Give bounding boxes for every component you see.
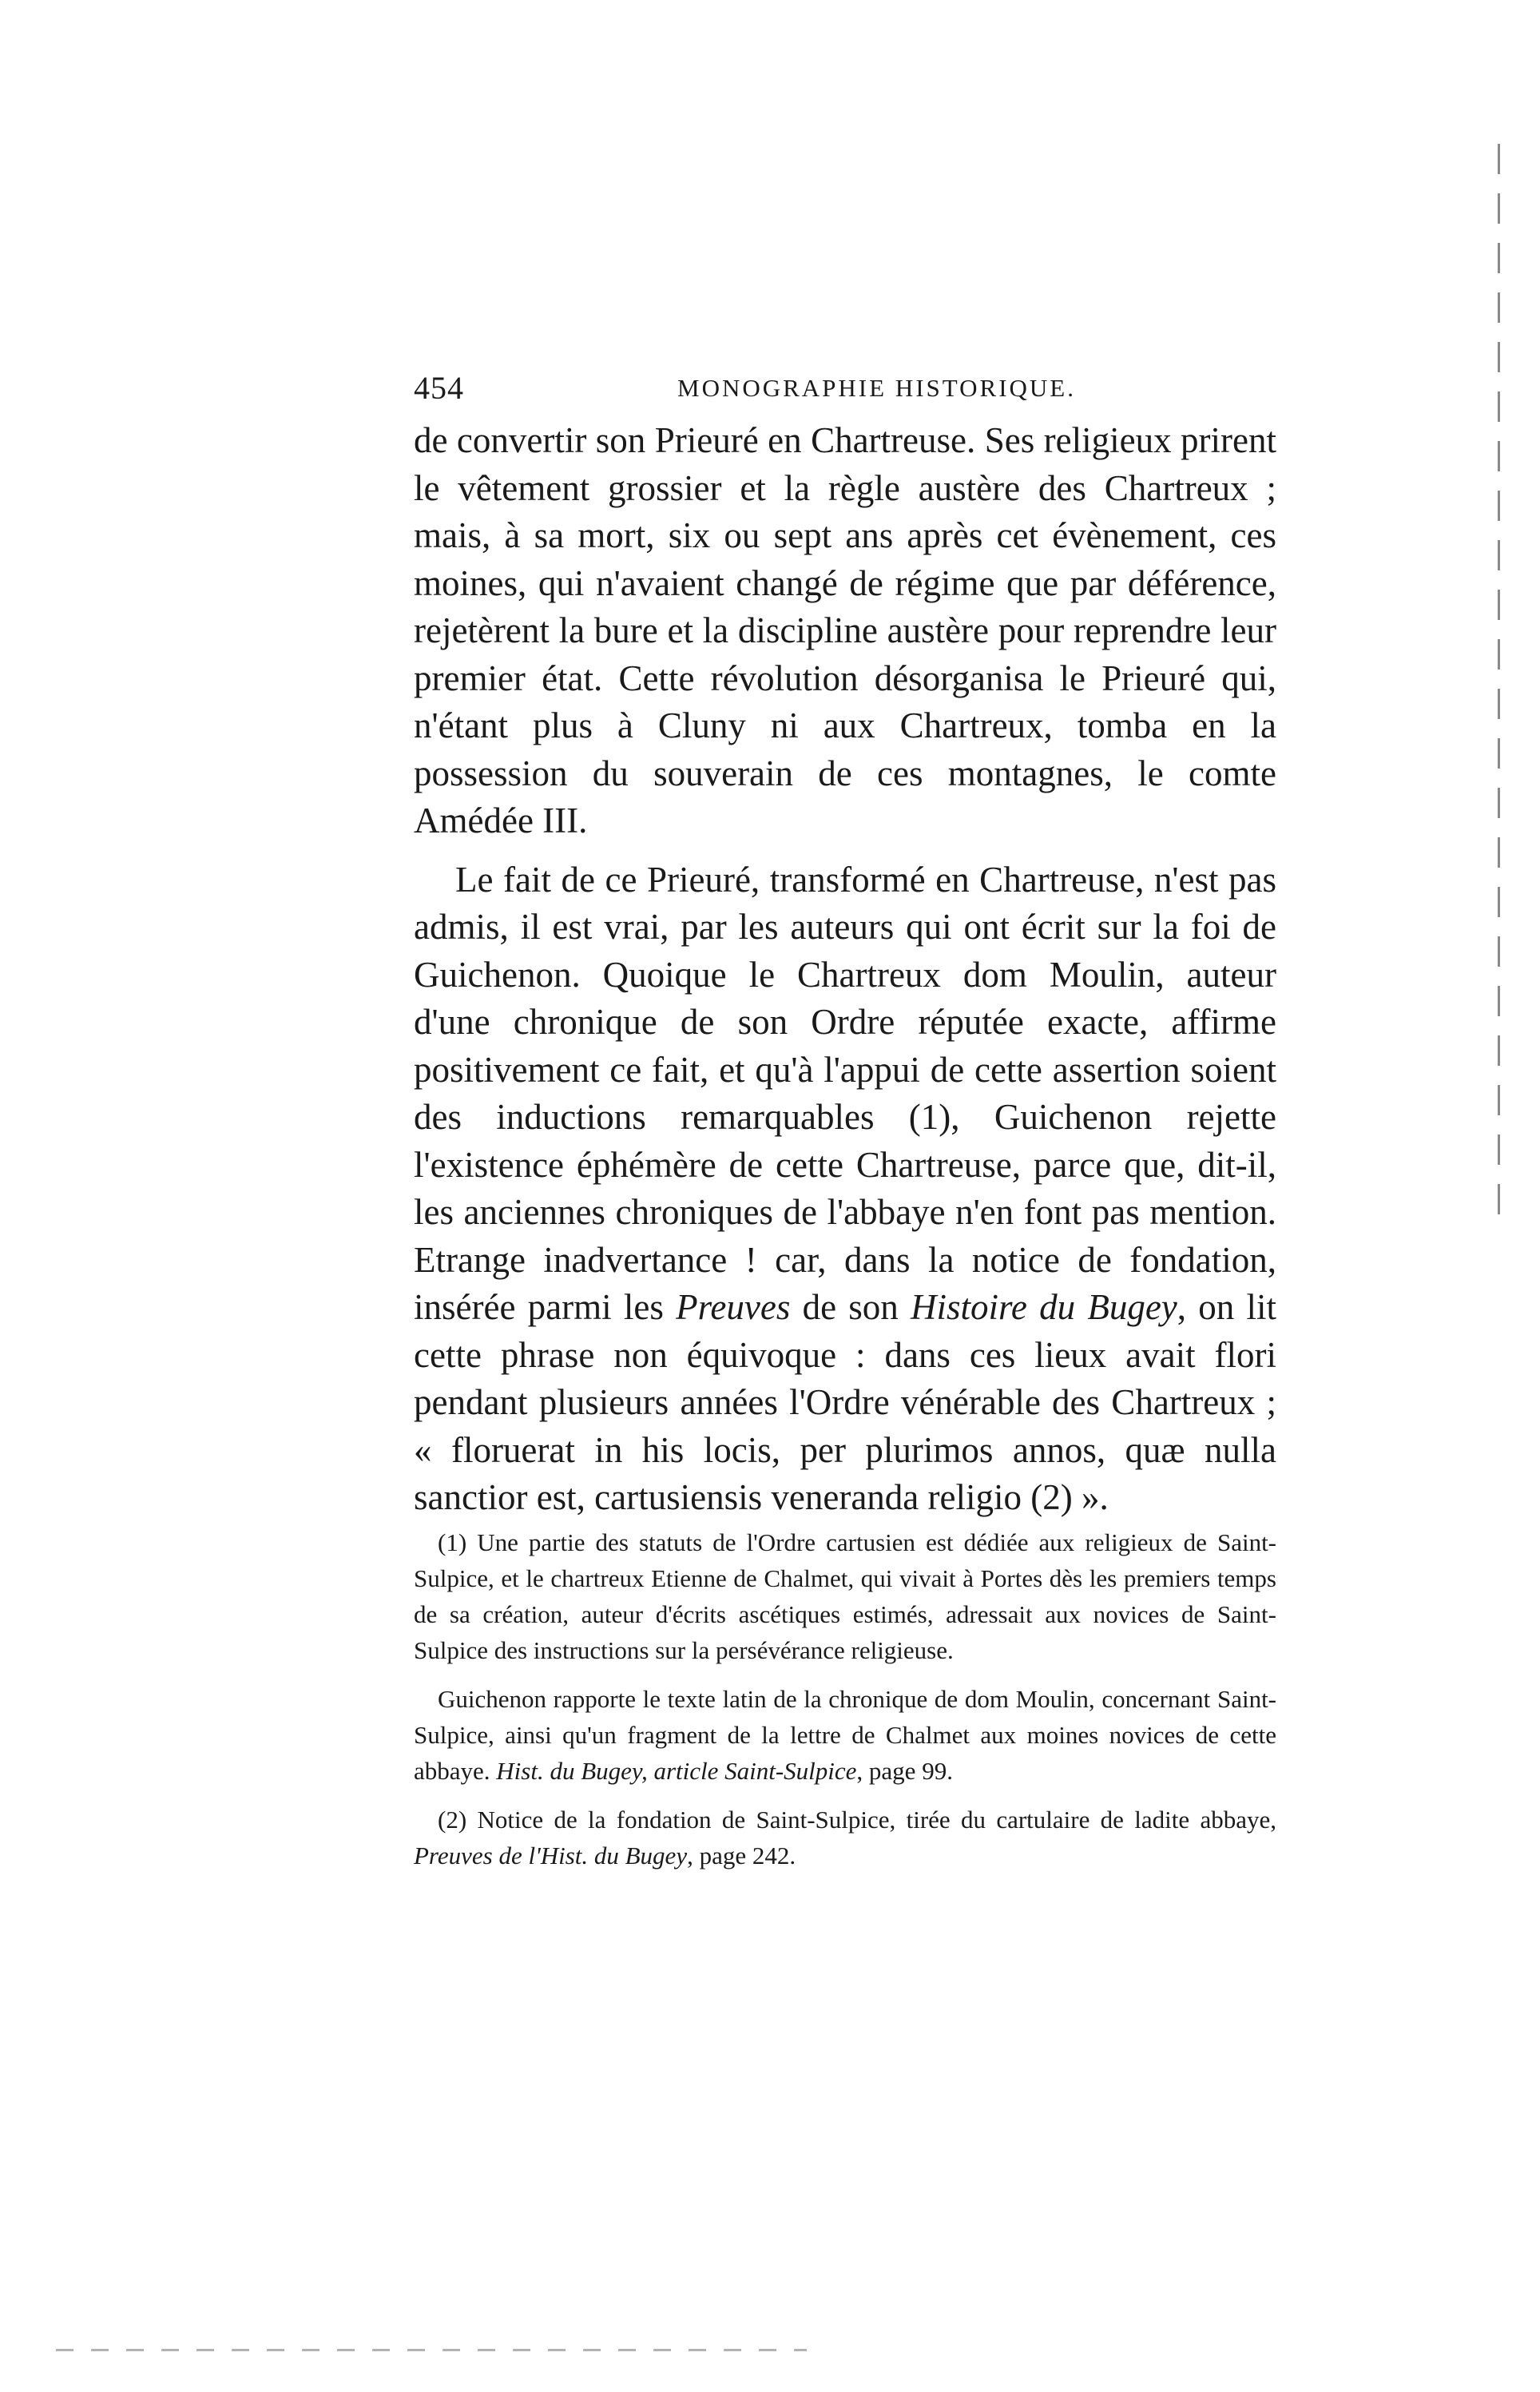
scan-edge-rule [1498,144,1500,1214]
paragraph-2-italic-histoire: Histoire du Bugey [911,1287,1177,1327]
paragraph-2-text-b: de son [790,1287,911,1327]
footnote-1c-text-b: , page 99. [856,1757,953,1785]
footnote-1c-italic-ref: Hist. du Bugey, article Saint-Sulpice [496,1757,857,1785]
running-head [414,369,1276,417]
footnote-2 [414,1802,1276,1873]
running-title: MONOGRAPHIE HISTORIQUE. [677,374,1076,402]
paragraph-2 [414,856,1276,1522]
footnote-2-text-a: (2) Notice de la fondation de Saint-Sulpice, tirée du cartulaire de ladite abbaye, [438,1806,1276,1834]
paragraph-2-italic-preuves: Preuves [676,1287,791,1327]
footnote-2-italic-ref: Preuves de l'Hist. du Bugey [414,1842,688,1869]
paragraph-2-text-c: , on lit cette phrase non équivoque : dans ces lieux avait flori pendant plusieurs années l'Ordre vénérable des Chartreux ; « floruerat in his locis, per plurimos annos, quæ nulla sanctior est, cartusiensis veneranda religio (2) ». [414,1287,1276,1517]
footnote-2-text-b: , page 242. [687,1842,796,1869]
footnote-1 [414,1524,1276,1668]
body-text [414,417,1276,1522]
paragraph-1 [414,417,1276,845]
paragraph-2-text-a: Le fait de ce Prieuré, transformé en Chartreuse, n'est pas admis, il est vrai, par les auteurs qui ont écrit sur la foi de Guichenon. Quoique le Chartreux dom Moulin, auteur d'une chronique de son Ordre réputée exacte, affirme positivement ce fait, et qu'à l'appui de cette assertion soient des inductions remarquables (1), Guichenon rejette l'existence éphémère de cette Chartreuse, parce que, dit-il, les anciennes chroniques de l'abbaye n'en font pas mention. Etrange inadvertance ! car, dans la notice de fondation, insérée parmi les [414,859,1276,1327]
footnote-1-continued [414,1681,1276,1789]
footnotes [414,1524,1276,1873]
footnote-1-text: (1) Une partie des statuts de l'Ordre cartusien est dédiée aux religieux de Saint-Sulpice, et le chartreux Etienne de Chalmet, qui vivait à Portes dès les premiers temps de sa création, auteur d'écrits ascétiques estimés, adressait aux novices de Saint-Sulpice des instructions sur la persévérance religieuse. [414,1528,1276,1664]
page-number: 454 [414,370,464,406]
scan-bottom-dashes [56,2349,807,2351]
footnote-1c-text-a: Guichenon rapporte le texte latin de la chronique de dom Moulin, concernant Saint-Sulpice, ainsi qu'un fragment de la lettre de Chalmet aux moines novices de cette abbaye. [414,1685,1276,1785]
paragraph-1-text: de convertir son Prieuré en Chartreuse. Ses religieux prirent le vêtement grossier et la règle austère des Chartreux ; mais, à sa mort, six ou sept ans après cet évènement, ces moines, qui n'avaient changé de régime que par déférence, rejetèrent la bure et la discipline austère pour reprendre leur premier état. Cette révolution désorganisa le Prieuré qui, n'étant plus à Cluny ni aux Chartreux, tomba en la possession du souverain de ces montagnes, le comte Amédée III. [414,420,1276,840]
